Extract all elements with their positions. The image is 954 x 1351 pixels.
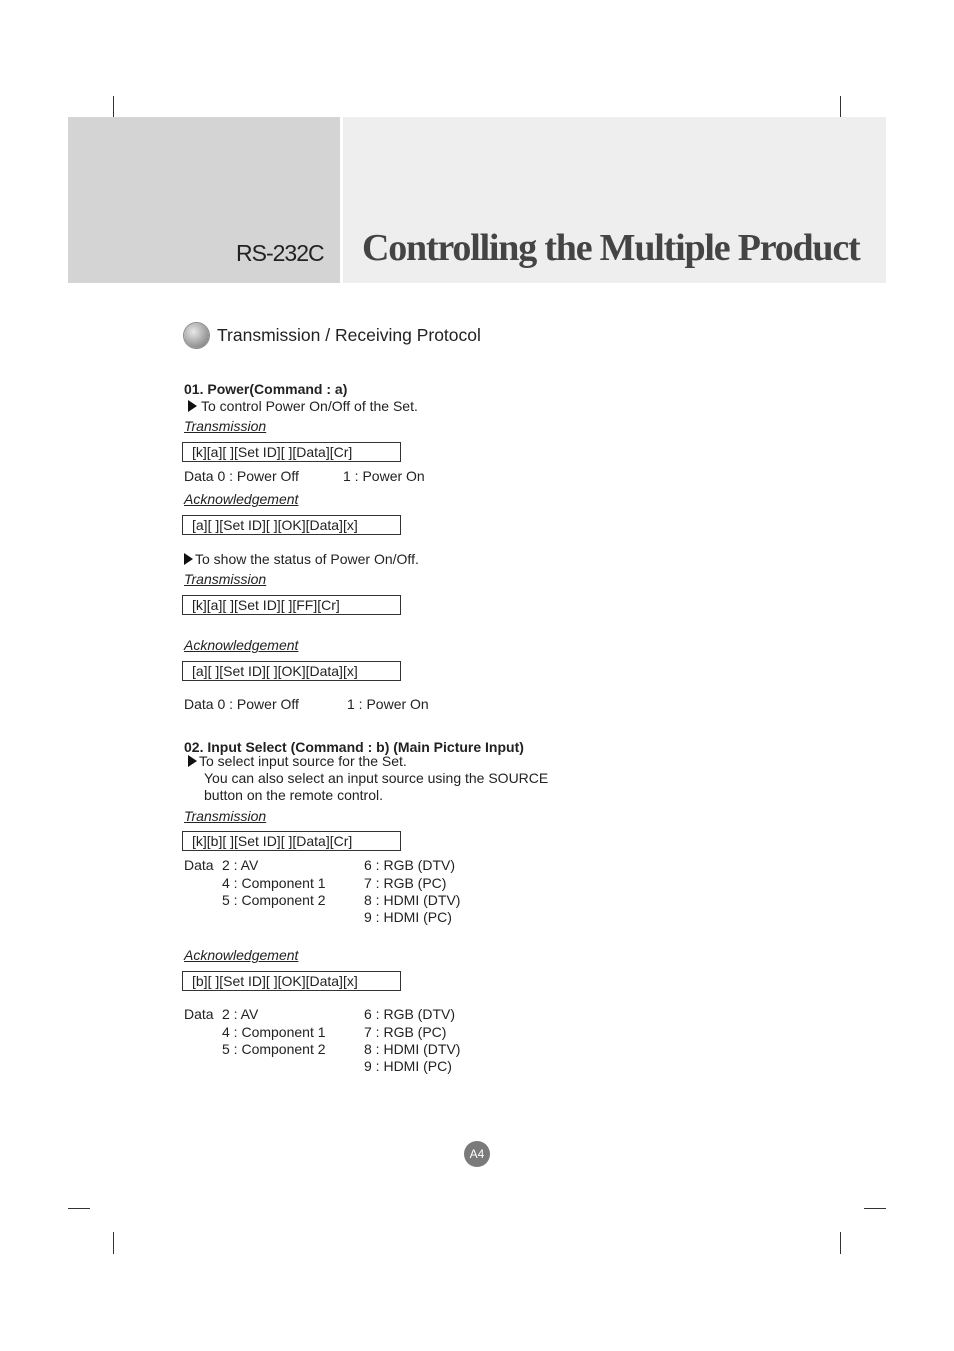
input-data-left-3: 5 : Component 2 — [222, 892, 326, 908]
input-transmission-code: [k][b][ ][Set ID][ ][Data][Cr] — [182, 831, 401, 851]
power-status-ack-code: [a][ ][Set ID][ ][OK][Data][x] — [182, 661, 401, 681]
power-transmission-label: Transmission — [184, 418, 267, 434]
crop-mark — [113, 96, 114, 117]
input-data-left-2: 4 : Component 1 — [222, 875, 326, 891]
input-data-prefix: Data — [184, 857, 214, 873]
crop-mark — [864, 1208, 886, 1209]
input-ack-data-prefix: Data — [184, 1006, 214, 1022]
input-description-line-1 — [188, 753, 407, 769]
power-transmission-code: [k][a][ ][Set ID][ ][Data][Cr] — [182, 442, 401, 462]
input-ack-data-right-3: 8 : HDMI (DTV) — [364, 1041, 461, 1057]
input-data-right-4: 9 : HDMI (PC) — [364, 909, 452, 925]
triangle-bullet-icon — [188, 400, 197, 412]
power-status-text: To show the status of Power On/Off. — [195, 551, 419, 567]
power-control-description — [188, 398, 418, 414]
triangle-bullet-icon — [188, 755, 197, 767]
input-ack-data-right-1: 6 : RGB (DTV) — [364, 1006, 456, 1022]
input-ack-data-right-4: 9 : HDMI (PC) — [364, 1058, 452, 1074]
crop-mark — [113, 1232, 114, 1254]
input-data-right-1: 6 : RGB (DTV) — [364, 857, 456, 873]
input-data-right-2: 7 : RGB (PC) — [364, 875, 447, 891]
input-description-line-3: button on the remote control. — [204, 787, 383, 803]
power-heading: 01. Power(Command : a) — [184, 381, 348, 397]
input-heading: 02. Input Select (Command : b) (Main Picture Input) — [184, 739, 524, 755]
input-ack-data-right-2: 7 : RGB (PC) — [364, 1024, 447, 1040]
input-ack-code: [b][ ][Set ID][ ][OK][Data][x] — [182, 971, 401, 991]
page-number: A4 — [464, 1141, 490, 1167]
power-status-ack-label: Acknowledgement — [184, 637, 299, 653]
section-bullet-icon — [184, 323, 209, 348]
input-transmission-label: Transmission — [184, 808, 267, 824]
power-ack-label: Acknowledgement — [184, 491, 299, 507]
input-data-left-1: 2 : AV — [222, 857, 259, 873]
power-status-transmission-code: [k][a][ ][Set ID][ ][FF][Cr] — [182, 595, 401, 615]
input-description-line-2: You can also select an input source using the SOURCE — [204, 770, 549, 786]
page-title: Controlling the Multiple Product — [362, 227, 860, 269]
power-status-data-on: 1 : Power On — [347, 696, 429, 712]
input-ack-data-left-3: 5 : Component 2 — [222, 1041, 326, 1057]
power-control-text: To control Power On/Off of the Set. — [201, 398, 418, 414]
section-heading: Transmission / Receiving Protocol — [217, 325, 481, 345]
power-status-description — [184, 551, 419, 567]
header-section-label: RS-232C — [236, 240, 324, 266]
power-status-transmission-label: Transmission — [184, 571, 267, 587]
power-data-off: Data 0 : Power Off — [184, 468, 299, 484]
triangle-bullet-icon — [184, 553, 193, 565]
input-description-text: To select input source for the Set. — [199, 753, 407, 769]
crop-mark — [840, 1232, 841, 1254]
crop-mark — [68, 1208, 90, 1209]
input-data-right-3: 8 : HDMI (DTV) — [364, 892, 461, 908]
power-data-on: 1 : Power On — [343, 468, 425, 484]
crop-mark — [840, 96, 841, 117]
input-ack-label: Acknowledgement — [184, 947, 299, 963]
power-status-data-off: Data 0 : Power Off — [184, 696, 299, 712]
power-ack-code: [a][ ][Set ID][ ][OK][Data][x] — [182, 515, 401, 535]
input-ack-data-left-1: 2 : AV — [222, 1006, 259, 1022]
input-ack-data-left-2: 4 : Component 1 — [222, 1024, 326, 1040]
